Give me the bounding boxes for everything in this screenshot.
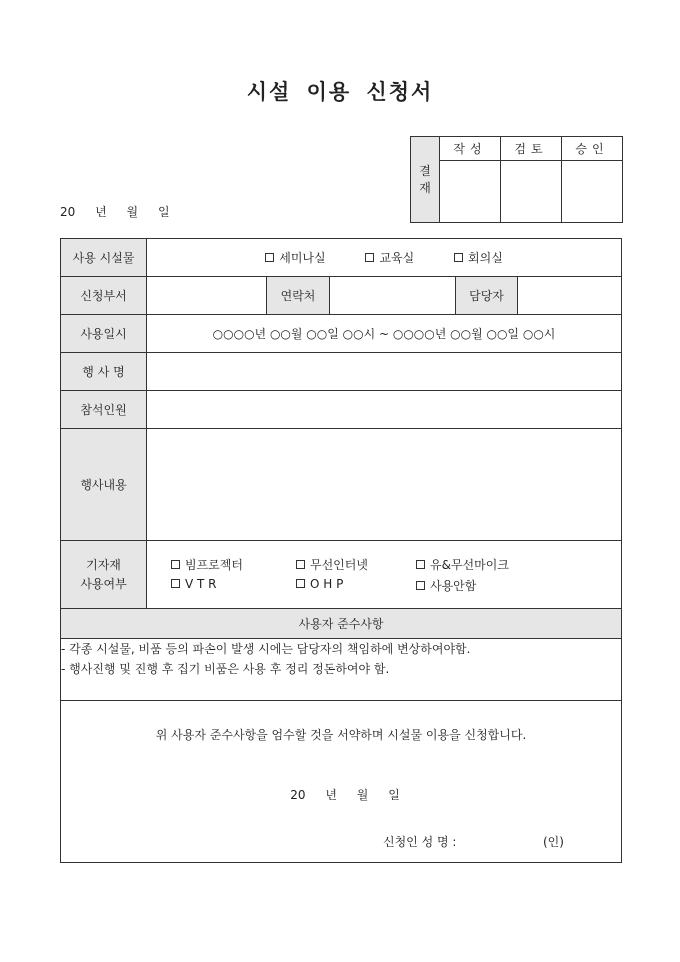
attendees-field[interactable] [147, 391, 622, 429]
checkbox[interactable] [265, 253, 274, 262]
content-label: 행사내용 [61, 429, 147, 541]
equipment-option-vtr[interactable]: V T R [171, 577, 296, 594]
equipment-option-ohp[interactable]: O H P [296, 577, 416, 594]
manager-label: 담당자 [456, 277, 518, 315]
approval-header-write: 작성 [440, 137, 501, 161]
rule-item: - 행사진행 및 진행 후 집기 비품은 사용 후 정리 정돈하여야 함. [61, 662, 390, 676]
date-line [60, 203, 170, 220]
attendees-label: 참석인원 [61, 391, 147, 429]
equipment-option-mic[interactable]: 유&무선마이크 [416, 556, 566, 573]
approval-sign-write[interactable] [440, 161, 501, 223]
manager-field[interactable] [518, 277, 622, 315]
equipment-option-none[interactable]: 사용안함 [416, 577, 566, 594]
approval-side-label [411, 137, 440, 223]
date-year-label: 년 [95, 205, 107, 219]
facility-options [147, 239, 622, 277]
approval-side-char: 결 [419, 163, 431, 178]
checkbox[interactable] [365, 253, 374, 262]
department-field[interactable] [147, 277, 267, 315]
seal-label[interactable]: (인) [543, 835, 564, 849]
equipment-option-wifi[interactable]: 무선인터넷 [296, 556, 416, 573]
signature-label: 신청인 성 명 : [383, 835, 457, 849]
approval-sign-approve[interactable] [562, 161, 623, 223]
rules-header: 사용자 준수사항 [61, 609, 622, 639]
pledge-date-day-label: 일 [388, 788, 400, 802]
date-month-label: 월 [126, 205, 139, 219]
equipment-option-projector[interactable]: 빔프로젝터 [171, 556, 296, 573]
pledge-date-year-label: 년 [325, 788, 337, 802]
checkbox[interactable] [171, 560, 180, 569]
rule-item: - 각종 시설물, 비품 등의 파손이 발생 시에는 담당자의 책임하에 변상하여야함. [61, 642, 471, 656]
equipment-label-line: 기자재 [86, 557, 121, 572]
department-label: 신청부서 [61, 277, 147, 315]
contact-label: 연락처 [267, 277, 330, 315]
facility-option-meeting[interactable]: 회의실 [454, 249, 503, 266]
pledge-section [61, 701, 622, 863]
checkbox[interactable] [171, 579, 180, 588]
date-year: 20 [60, 205, 76, 219]
pledge-date-month-label: 월 [356, 788, 369, 802]
equipment-label [61, 541, 147, 609]
pledge-date-year: 20 [290, 788, 306, 802]
pledge-date [61, 786, 621, 803]
contact-field[interactable] [330, 277, 456, 315]
approval-header-approve: 승인 [562, 137, 623, 161]
event-name-field[interactable] [147, 353, 622, 391]
page-title: 시설 이용 신청서 [246, 79, 434, 104]
facility-option-education[interactable]: 교육실 [365, 249, 414, 266]
checkbox[interactable] [296, 579, 305, 588]
content-field[interactable] [147, 429, 622, 541]
pledge-text: 위 사용자 준수사항을 엄수할 것을 서약하며 시설물 이용을 신청합니다. [155, 728, 527, 742]
rules-list [61, 639, 622, 701]
approval-box [410, 136, 623, 223]
datetime-field[interactable]: ○○○○년 ○○월 ○○일 ○○시 ~ ○○○○년 ○○월 ○○일 ○○시 [147, 315, 622, 353]
event-name-label: 행 사 명 [61, 353, 147, 391]
date-day-label: 일 [157, 205, 170, 219]
approval-header-review: 검토 [501, 137, 562, 161]
equipment-label-line: 사용여부 [80, 576, 127, 591]
checkbox[interactable] [416, 560, 425, 569]
facility-label: 사용 시설물 [61, 239, 147, 277]
equipment-options [147, 541, 622, 609]
approval-sign-review[interactable] [501, 161, 562, 223]
application-form [60, 238, 622, 863]
facility-option-seminar[interactable]: 세미나실 [265, 249, 325, 266]
approval-side-char: 재 [419, 180, 431, 195]
datetime-label: 사용일시 [61, 315, 147, 353]
checkbox[interactable] [296, 560, 305, 569]
checkbox[interactable] [416, 581, 425, 590]
checkbox[interactable] [454, 253, 463, 262]
